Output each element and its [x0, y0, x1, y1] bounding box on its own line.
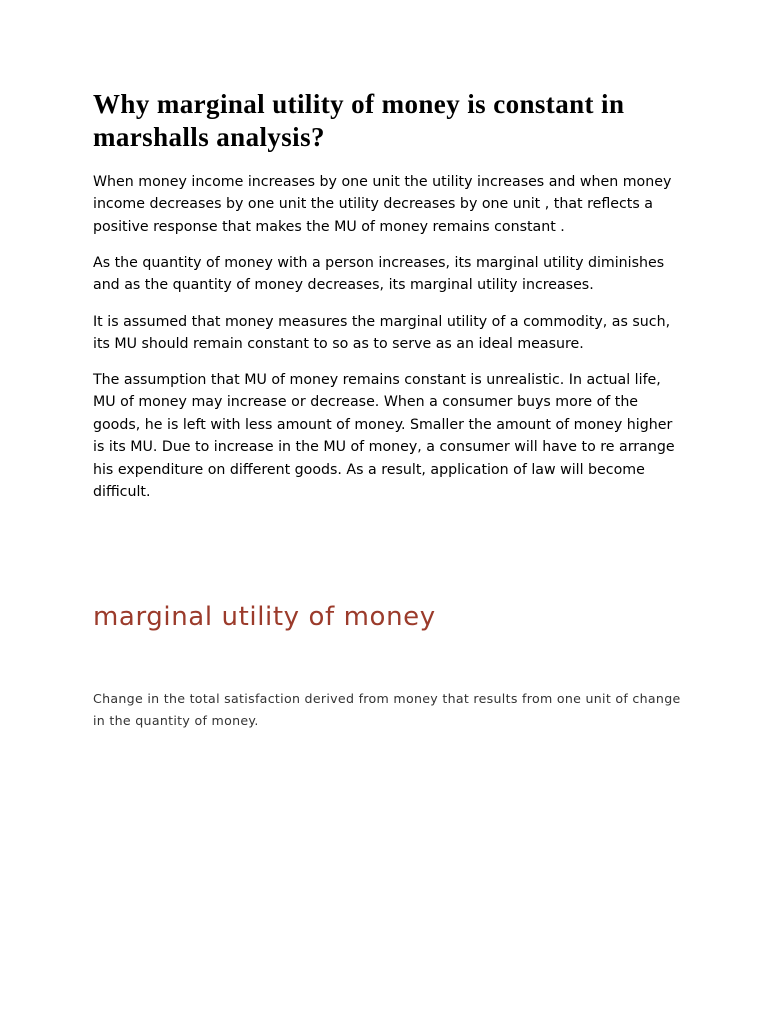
definition-text: Change in the total satisfaction derived from money that results from one unit of change in the quantity of money. [93, 691, 681, 728]
paragraph-ideal-measure: It is assumed that money measures the marginal utility of a commodity, as such, its MU should remain constant to so as to serve as an ideal measure. [93, 314, 671, 353]
paragraph-income-change: When money income increases by one unit the utility increases and when money income decreases by one unit the utility decreases by one unit , that reflects a positive response that makes the MU of money remains constant . [93, 174, 672, 235]
section-heading: marginal utility of money [93, 602, 436, 632]
paragraph-unrealistic-assumption: The assumption that MU of money remains constant is unrealistic. In actual life, MU of money may increase or decrease. When a consumer buys more of the goods, he is left with less amount of money. Smaller the amount of money higher is its MU. Due to increase in the MU of money, a consumer will have to re arrange his expenditure on different goods. As a result, application of law will become difficult. [93, 372, 675, 501]
page-title: Why marginal utility of money is constant in marshalls analysis? [93, 89, 625, 152]
paragraph-quantity-change: As the quantity of money with a person increases, its marginal utility diminishes and as the quantity of money decreases, its marginal utility increases. [93, 255, 665, 294]
